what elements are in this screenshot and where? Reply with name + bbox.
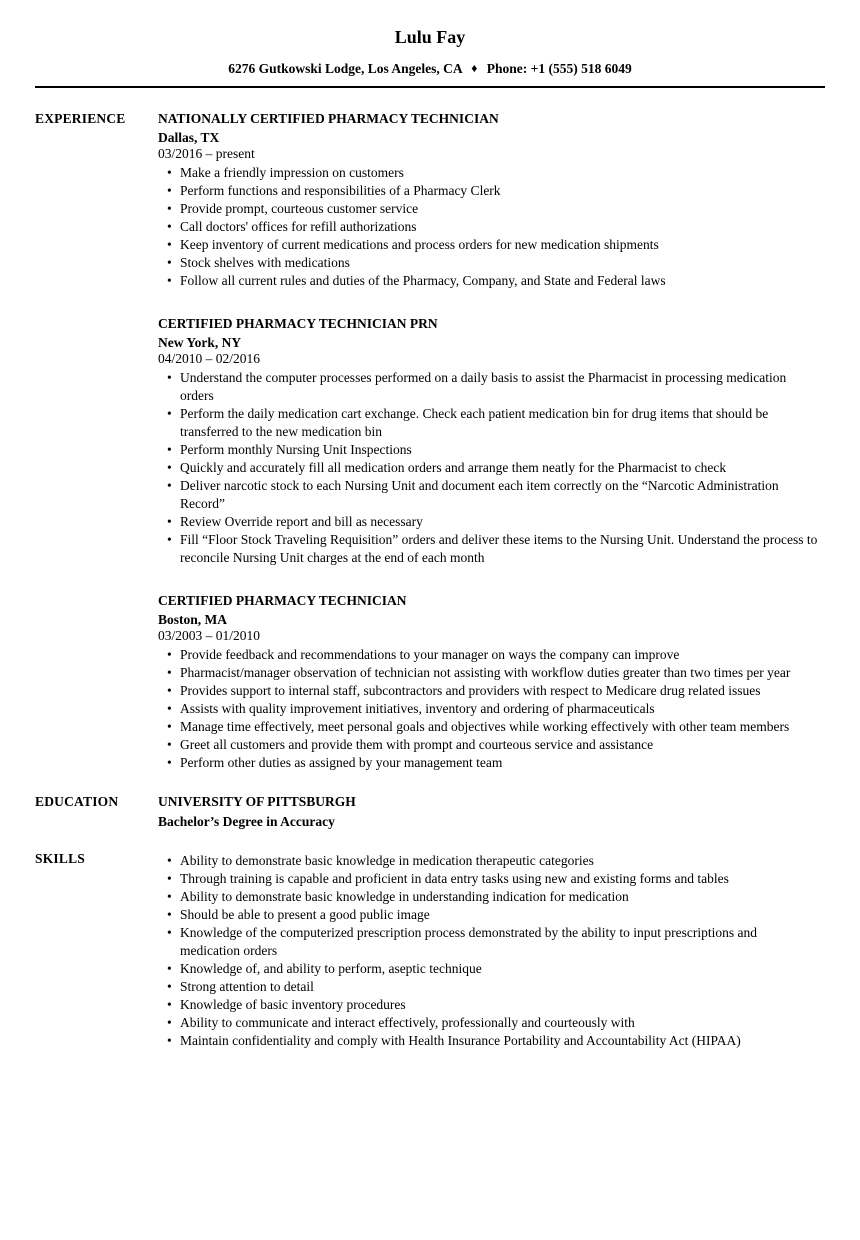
bullet-item: • Maintain confidentiality and comply with Health Insurance Portability and Accountability Act (HIPAA) (180, 1032, 818, 1050)
skills-section (35, 850, 825, 1050)
resume-header (35, 26, 825, 88)
header-divider (35, 86, 825, 88)
job-entry (158, 315, 818, 567)
job-bullet-list (158, 369, 818, 567)
job-title: CERTIFIED PHARMACY TECHNICIAN (158, 593, 407, 608)
job-location: Boston, MA (158, 612, 228, 627)
bullet-item: • Provide feedback and recommendations to your manager on ways the company can improve (180, 646, 818, 664)
bullet-item: • Strong attention to detail (180, 978, 818, 996)
job-entry (158, 592, 818, 772)
job-entry (158, 110, 818, 290)
bullet-item: • Ability to communicate and interact effectively, professionally and courteously with (180, 1014, 818, 1032)
education-body (158, 793, 818, 831)
bullet-item: • Make a friendly impression on customers (180, 164, 818, 182)
experience-label: EXPERIENCE (35, 111, 126, 126)
education-section (35, 793, 825, 831)
job-dates: 04/2010 – 02/2016 (158, 351, 261, 366)
bullet-item: • Greet all customers and provide them with prompt and courteous service and assistance (180, 736, 818, 754)
address-text: 6276 Gutkowski Lodge, Los Angeles, CA (228, 61, 462, 76)
bullet-item: • Fill “Floor Stock Traveling Requisition” orders and deliver these items to the Nursing Unit. Understand the process to reconcile Nursing Unit charges at the end of each month (180, 531, 818, 567)
job-dates: 03/2016 – present (158, 146, 255, 161)
job-location: Dallas, TX (158, 130, 220, 145)
job-dates: 03/2003 – 01/2010 (158, 628, 261, 643)
job-location: New York, NY (158, 335, 242, 350)
bullet-item: • Provides support to internal staff, subcontractors and providers with respect to Medicare drug related issues (180, 682, 818, 700)
bullet-item: • Call doctors' offices for refill authorizations (180, 218, 818, 236)
bullet-item: • Perform the daily medication cart exchange. Check each patient medication bin for drug items that should be transferred to the new medication bin (180, 405, 818, 441)
experience-section (35, 110, 825, 772)
experience-body (158, 110, 818, 772)
skills-body (158, 850, 818, 1050)
bullet-item: • Ability to demonstrate basic knowledge in understanding indication for medication (180, 888, 818, 906)
bullet-item: • Perform functions and responsibilities of a Pharmacy Clerk (180, 182, 818, 200)
bullet-item: • Pharmacist/manager observation of technician not assisting with workflow duties greater than two times per year (180, 664, 818, 682)
bullet-item: • Quickly and accurately fill all medication orders and arrange them neatly for the Pharmacist to check (180, 459, 818, 477)
job-title: NATIONALLY CERTIFIED PHARMACY TECHNICIAN (158, 111, 499, 126)
bullet-item: • Assists with quality improvement initiatives, inventory and ordering of pharmaceuticals (180, 700, 818, 718)
bullet-item: • Should be able to present a good public image (180, 906, 818, 924)
bullet-item: • Manage time effectively, meet personal goals and objectives while working effectively with other team members (180, 718, 818, 736)
bullet-item: • Knowledge of basic inventory procedures (180, 996, 818, 1014)
education-label: EDUCATION (35, 794, 119, 809)
job-title: CERTIFIED PHARMACY TECHNICIAN PRN (158, 316, 438, 331)
bullet-item: • Knowledge of the computerized prescription process demonstrated by the ability to input prescriptions and medication orders (180, 924, 818, 960)
bullet-item: • Perform other duties as assigned by your management team (180, 754, 818, 772)
skills-label: SKILLS (35, 851, 85, 866)
bullet-item: • Follow all current rules and duties of the Pharmacy, Company, and State and Federal laws (180, 272, 818, 290)
school-name: UNIVERSITY OF PITTSBURGH (158, 794, 356, 809)
bullet-item: • Through training is capable and proficient in data entry tasks using new and existing forms and tables (180, 870, 818, 888)
skills-bullet-list (158, 852, 818, 1050)
phone-text: Phone: +1 (555) 518 6049 (486, 61, 632, 76)
degree-name: Bachelor’s Degree in Accuracy (158, 814, 335, 829)
bullet-item: • Ability to demonstrate basic knowledge in medication therapeutic categories (180, 852, 818, 870)
diamond-icon: ♦ (471, 61, 478, 75)
bullet-item: • Keep inventory of current medications and process orders for new medication shipments (180, 236, 818, 254)
bullet-item: • Stock shelves with medications (180, 254, 818, 272)
bullet-item: • Knowledge of, and ability to perform, aseptic technique (180, 960, 818, 978)
bullet-item: • Provide prompt, courteous customer service (180, 200, 818, 218)
bullet-item: • Deliver narcotic stock to each Nursing Unit and document each item correctly on the “Narcotic Administration Record” (180, 477, 818, 513)
resume-content (35, 110, 825, 1050)
job-bullet-list (158, 646, 818, 772)
contact-line (35, 60, 825, 77)
job-bullet-list (158, 164, 818, 290)
person-name: Lulu Fay (394, 27, 466, 47)
bullet-item: • Perform monthly Nursing Unit Inspections (180, 441, 818, 459)
bullet-item: • Review Override report and bill as necessary (180, 513, 818, 531)
bullet-item: • Understand the computer processes performed on a daily basis to assist the Pharmacist in processing medication orders (180, 369, 818, 405)
